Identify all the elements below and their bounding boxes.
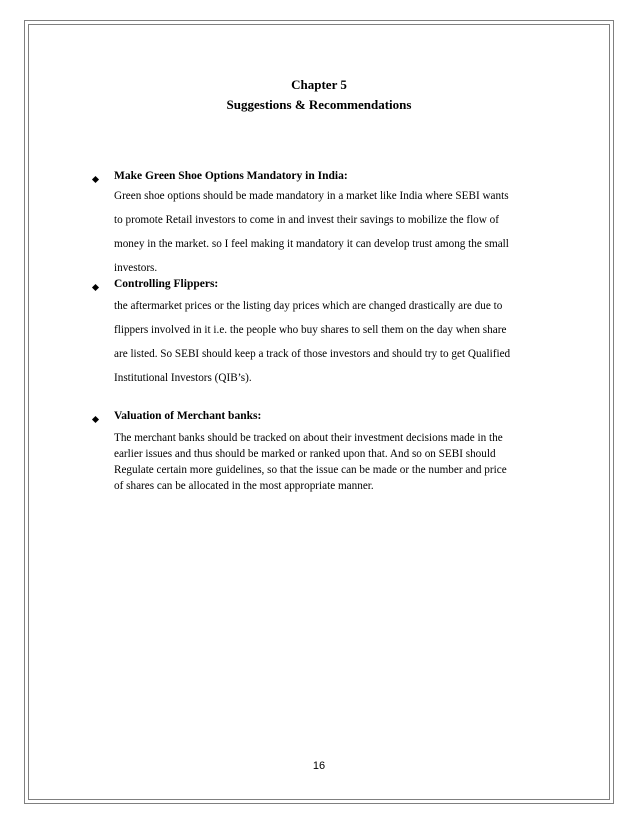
section-heading: Controlling Flippers: (114, 278, 219, 290)
paragraph-line: earlier issues and thus should be marked or ranked upon that. And so on SEBI should (114, 448, 496, 460)
paragraph-line: are listed. So SEBI should keep a track of those investors and should try to get Qualified (114, 348, 511, 360)
bullet-icon (91, 416, 99, 424)
paragraph-line: flippers involved in it i.e. the people who buy shares to sell them on the day when share (114, 324, 507, 336)
paragraph-line: money in the market. so I feel making it mandatory it can develop trust among the small (114, 238, 509, 250)
paragraph-line: The merchant banks should be tracked on about their investment decisions made in the (114, 432, 503, 444)
paragraph-line: Regulate certain more guidelines, so that the issue can be made or the number and price (114, 464, 507, 476)
paragraph-line: Green shoe options should be made mandatory in a market like India where SEBI wants (114, 190, 509, 202)
paragraph-line: to promote Retail investors to come in and invest their savings to mobilize the flow of (114, 214, 499, 226)
page-number: 16 (312, 760, 326, 772)
chapter-subtitle: Suggestions & Recommendations (226, 97, 412, 112)
bullet-icon (91, 284, 99, 292)
paragraph-line: of shares can be allocated in the most appropriate manner. (114, 480, 374, 492)
section-heading: Valuation of Merchant banks: (114, 410, 262, 422)
chapter-title: Chapter 5 (291, 77, 347, 92)
paragraph-line: Institutional Investors (QIB’s). (114, 372, 252, 384)
bullet-icon (91, 176, 99, 184)
section-heading: Make Green Shoe Options Mandatory in India: (114, 170, 348, 182)
paragraph-line: investors. (114, 262, 158, 274)
paragraph-line: the aftermarket prices or the listing day prices which are changed drastically are due to (114, 300, 503, 312)
